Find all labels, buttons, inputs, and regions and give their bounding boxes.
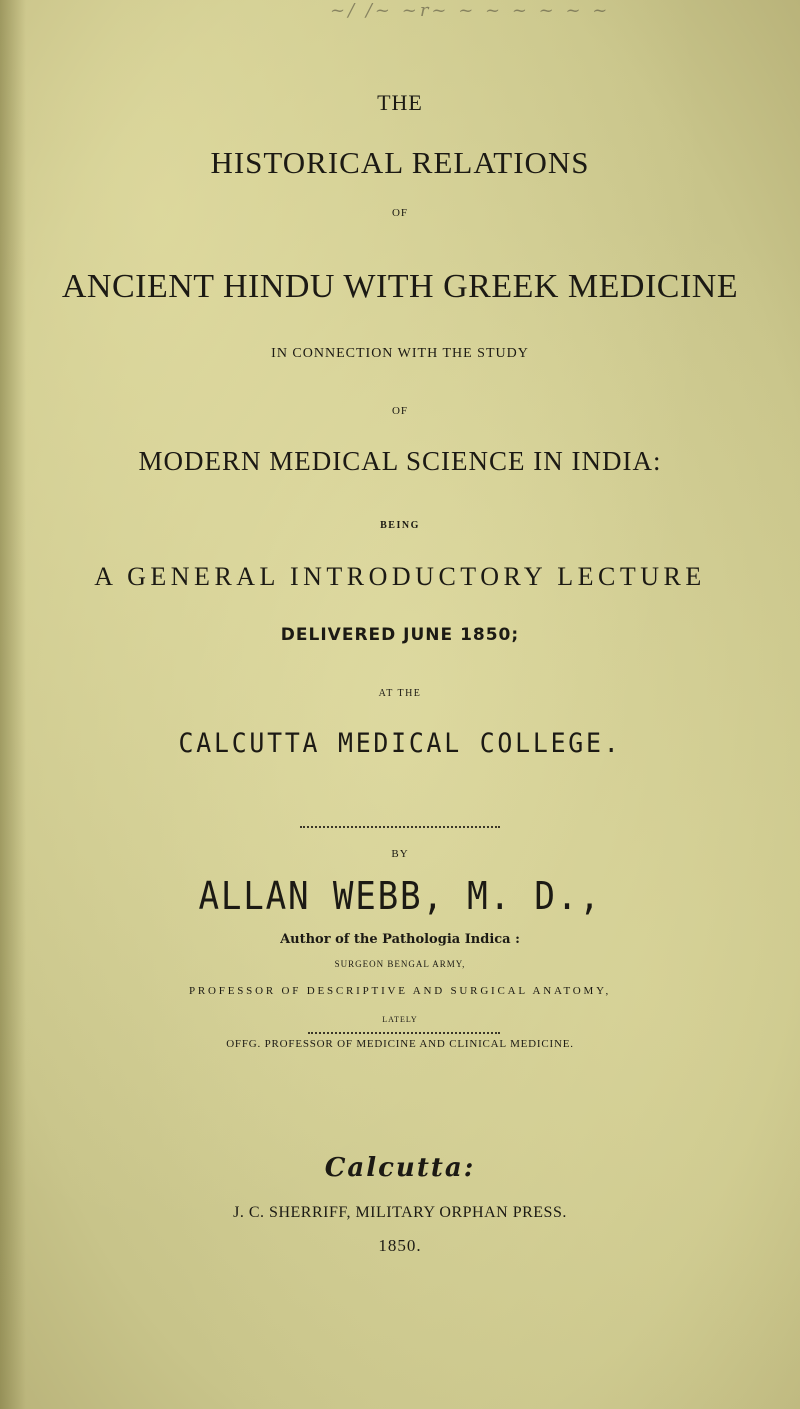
title-of: OF	[391, 207, 409, 219]
imprint-year: 1850.	[378, 1236, 422, 1255]
lecture-line: A GENERAL INTRODUCTORY LECTURE	[94, 562, 706, 591]
title-line-2: ANCIENT HINDU WITH GREEK MEDICINE	[61, 268, 739, 305]
author-name: ALLAN WEBB, M. D.,	[198, 874, 602, 918]
imprint-printer: J. C. SHERRIFF, MILITARY ORPHAN PRESS.	[233, 1204, 567, 1221]
ornamental-rule-bottom	[308, 1032, 500, 1040]
ornamental-rule-top	[300, 826, 500, 834]
by-label: BY	[391, 848, 409, 860]
author-offg-professorship: OFFG. PROFESSOR OF MEDICINE AND CLINICAL MEDICINE.	[226, 1038, 574, 1050]
subtitle-line-2: MODERN MEDICAL SCIENCE IN INDIA:	[138, 446, 662, 476]
subtitle-line-1: IN CONNECTION WITH THE STUDY	[271, 346, 529, 361]
delivered-date: DELIVERED JUNE 1850;	[280, 625, 520, 645]
subtitle-of: OF	[391, 405, 409, 417]
title-line-1: HISTORICAL RELATIONS	[210, 145, 590, 180]
author-rank: SURGEON BENGAL ARMY,	[334, 959, 466, 969]
being-label: BEING	[380, 520, 420, 531]
college-name: CALCUTTA MEDICAL COLLEGE.	[178, 728, 622, 759]
author-professorship: PROFESSOR OF DESCRIPTIVE AND SURGICAL ANATOMY,	[189, 985, 611, 997]
lately-label: LATELY	[382, 1015, 418, 1024]
at-the-label: AT THE	[378, 688, 422, 699]
title-the: THE	[377, 90, 423, 115]
handwritten-annotation: ~/ /~ ~r~ ~ ~ ~ ~ ~ ~	[330, 0, 611, 21]
author-work: Author of the Pathologia Indica :	[280, 932, 520, 947]
imprint-place: Calcutta:	[324, 1153, 476, 1183]
